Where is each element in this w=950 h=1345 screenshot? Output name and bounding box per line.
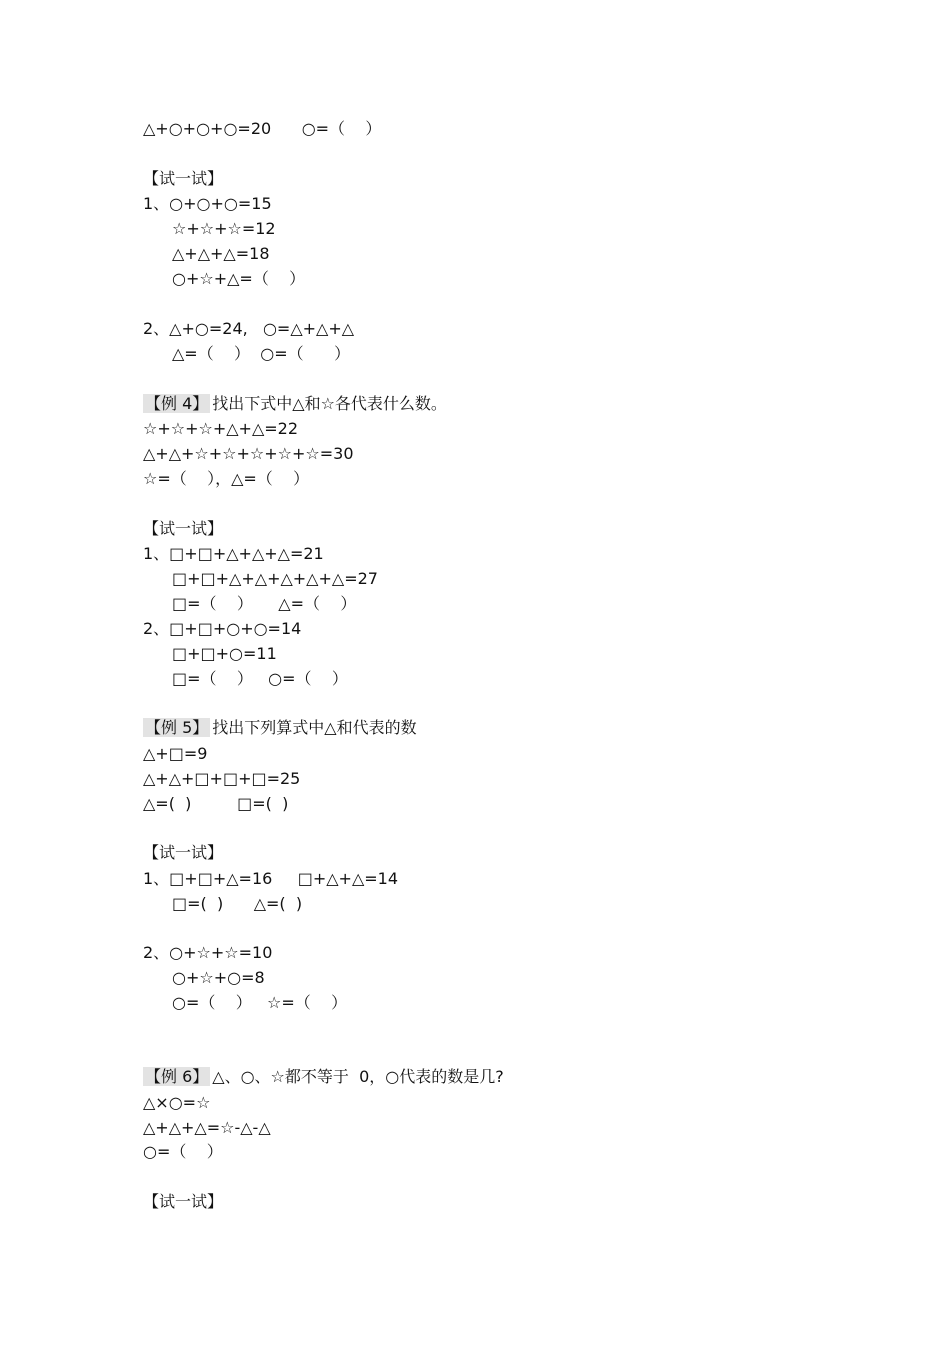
line-text: 【试一试】 <box>143 843 224 862</box>
answer-line <box>172 893 302 915</box>
equation-line <box>143 318 354 340</box>
answer-line <box>172 593 356 615</box>
line-text: 2、○+☆+☆=10 <box>143 943 273 962</box>
line-text: 2、□+□+○+○=14 <box>143 619 302 638</box>
line-text: △+△+□+□+□=25 <box>143 769 301 788</box>
line-text: △+□=9 <box>143 744 208 763</box>
equation-line <box>143 118 381 140</box>
line-text: □=（ ） ○=（ ） <box>172 669 348 688</box>
practice-heading <box>143 518 223 540</box>
line-text: ○+☆+○=8 <box>172 968 265 987</box>
line-text: △+○+○+○=20 ○=（ ） <box>143 119 382 138</box>
line-text: △=( ) □=( ) <box>143 794 289 813</box>
equation-line <box>143 543 324 565</box>
line-text: 1、○+○+○=15 <box>143 194 272 213</box>
example-text: 找出下式中△和☆各代表什么数。 <box>212 394 447 413</box>
equation-line <box>143 768 300 790</box>
answer-line <box>172 343 350 365</box>
line-text: ○=（ ） ☆=（ ） <box>172 993 348 1012</box>
equation-line <box>143 618 301 640</box>
line-text: △=（ ） ○=（ ） <box>172 344 351 363</box>
line-text: 1、□+□+△=16 □+△+△=14 <box>143 869 399 888</box>
line-text: □+□+△+△+△+△+△=27 <box>172 569 378 588</box>
answer-line <box>143 793 288 815</box>
line-text: △+△+△=☆-△-△ <box>143 1118 271 1137</box>
answer-line <box>172 992 347 1014</box>
line-text: △+△+△=18 <box>172 244 270 263</box>
equation-line <box>172 568 378 590</box>
example-heading <box>143 393 447 415</box>
line-text: △×○=☆ <box>143 1093 211 1112</box>
line-text: 【试一试】 <box>143 519 224 538</box>
practice-heading <box>143 842 223 864</box>
equation-line <box>143 942 272 964</box>
example-heading <box>143 717 417 739</box>
equation-line <box>143 1117 271 1139</box>
line-text: △+△+☆+☆+☆+☆+☆=30 <box>143 444 354 463</box>
example-heading <box>143 1066 504 1088</box>
line-text: □=（ ） △=（ ） <box>172 594 357 613</box>
equation-line <box>143 868 398 890</box>
example-label: 【例 6】 <box>145 1067 209 1086</box>
equation-line <box>143 193 272 215</box>
line-text: 1、□+□+△+△+△=21 <box>143 544 324 563</box>
line-text: ☆+☆+☆+△+△=22 <box>143 419 299 438</box>
line-text: ○+☆+△=（ ） <box>172 269 306 288</box>
practice-heading <box>143 1191 223 1213</box>
answer-line <box>172 268 305 290</box>
line-text: 【试一试】 <box>143 1192 224 1211</box>
example-text: 找出下列算式中△和代表的数 <box>212 718 417 737</box>
equation-line <box>172 218 276 240</box>
equation-line <box>172 643 277 665</box>
line-text: ☆+☆+☆=12 <box>172 219 276 238</box>
line-text: □+□+○=11 <box>172 644 277 663</box>
line-text: ☆=（ ），△=（ ） <box>143 469 310 488</box>
practice-heading <box>143 168 223 190</box>
equation-line <box>143 443 354 465</box>
line-text: 2、△+○=24, ○=△+△+△ <box>143 319 355 338</box>
equation-line <box>143 418 298 440</box>
line-text: 【试一试】 <box>143 169 224 188</box>
answer-line <box>143 1141 223 1163</box>
equation-line <box>172 967 265 989</box>
example-text: △、○、☆都不等于 0，○代表的数是几? <box>212 1067 504 1086</box>
line-text: □=( ) △=( ) <box>172 894 303 913</box>
answer-line <box>172 668 348 690</box>
equation-line <box>172 243 270 265</box>
equation-line <box>143 743 207 765</box>
answer-line <box>143 468 309 490</box>
line-text: ○=（ ） <box>143 1142 223 1161</box>
equation-line <box>143 1092 210 1114</box>
example-label: 【例 4】 <box>145 394 209 413</box>
example-label: 【例 5】 <box>145 718 209 737</box>
